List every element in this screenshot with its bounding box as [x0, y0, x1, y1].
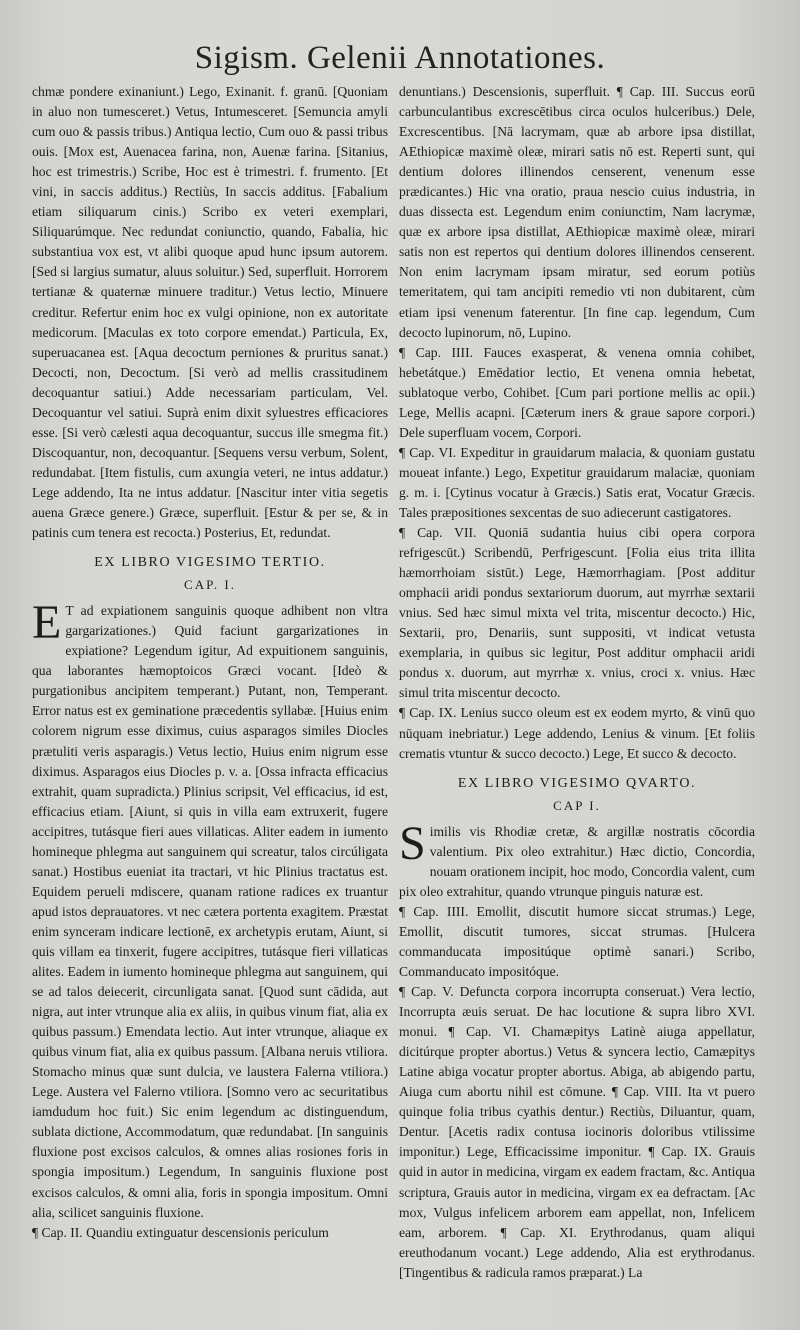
left-column — [32, 82, 388, 1243]
section-heading-book-24: EX LIBRO VIGESIMO QVARTO. — [457, 775, 697, 791]
right-paragraph-6 — [399, 816, 755, 902]
left-paragraph-1: chmæ pondere exinaniunt.) Lego, Exinanit. f. granū. [Quoniam in aluo non tumesceret.) Vetus, Intumesceret. [Semuncia amyli cum ouo & passis tribus.) Antiqua lectio, Cum ouo & passi tribus ouis. [Mox est, Auenacea farina, non, Auenæ farina. [Sitanius, hoc est trimestris.) Scribe, Hoc est è trimestri. f. frumento. [Et vini, in saccis additus.) Rectiùs, In saccis additus. [Fabalium etiam siliquarum cinis.) Scribo ex veteri exemplari, Siliquarúmque. Nec redundat coniunctio, quando, Fabalia, hic substantiua vox est, vt alibi quoque apud hunc ipsum autorem. [Sed si largius sumatur, aluus soluitur.) Sed, superfluit. Horrorem tertianæ & quaternæ minuere traditur.) Vetus lectio, Minuere creditur. Refertur enim hoc ex vulgi opinione, non ex autoritate medicorum. [Maculas ex toto corpore emendat.) Particula, Ex, superuacanea est. [Aqua decoctum perniones & pruritus sanat.) Decocti, non, Decoctum. [Si verò ad mellis crassitudinem decoquantur satiui.) Adde necessariam particulam, Vel. Decoquantur vel satiui. Suprà enim dixit syluestres efficaciores esse. [Si verò cælesti aqua decoquantur, succus ille smegma fit.) Discoquantur, non, decoquantur. [Sequens versu verbum, Solent, redundabat. [Item fistulis, cum axungia veteri, ne intus addatur.) Lege addendo, Ita ne intus addatur. [Nascitur inter vitia segetis auena Græce genere.) Græce, superfluit. [Estur & per se, & in patinis cum tenera est recocta.) Posterius, Et, redundat. — [32, 84, 388, 541]
drop-capital: E — [32, 596, 62, 650]
right-paragraph-8: ¶ Cap. V. Defuncta corpora incorrupta conseruat.) Vera lectio, Incorrupta æuis seruat. De hac locutione & supra libro XVI. monui. ¶ Cap. VI. Chamæpitys Latinè aiuga appellatur, dicitúrque propter abortus.) Vetus & syncera lectio, Camæpitys Latine abiga vocatur propter abortus. Abiga, ab abigendo partu, Aiuga cum abortu nihil est cōmune. ¶ Cap. VIII. Ita vt puero quinque folia tribus cyathis dentur.) Rectiùs, Diluantur, quam, Dentur. [Acetis radix contusa iocinoris doloribus vtilissime imponitur.) Lege, Efficacissime imponitur. ¶ Cap. IX. Grauis quid in autor in medicina, virgam ex eadem fractam, &c. Antiqua scriptura, Grauis autor in medicina, virgam ex ea defractam. [Ac mox, Vulgus infelicem arborem eam appellat, non, Infelicem eam, arborem. ¶ Cap. XI. Erythrodanus, quam aliqui ereuthodanum vocant.) Lege addendo, Alia est erythrodanus. [Tingentibus & radicula ramos præparat.) La — [399, 984, 755, 1280]
chapter-heading: CAP I. — [553, 797, 601, 813]
right-column — [399, 82, 755, 1283]
right-paragraph-2: ¶ Cap. IIII. Fauces exasperat, & venena omnia cohibet, hebetátque.) Emēdatior lectio, Et venena omnia hebetat, sublatoque verbo, Cohibet. [Cum pari portione mellis ac opii.) Lege, Mellis acapni. [Cæterum iners & graue sapore corpori.) Dele superfluam vocem, Corpori. — [399, 344, 755, 440]
left-paragraph-3: ¶ Cap. II. Quandiu extinguatur descensionis periculum — [32, 1224, 329, 1240]
right-paragraph-3: ¶ Cap. VI. Expeditur in grauidarum malacia, & quoniam gustatu moueat infante.) Lego, Expetitur grauidarum malaciæ, quoniam g. m. i. [Cytinus vocatur à Græcis.) Satis erat, Vocatur Græcis. Tales præpositiones sexcentas de suo adiecerunt castigatores. — [399, 444, 755, 520]
right-paragraph-5: ¶ Cap. IX. Lenius succo oleum est ex eodem myrto, & vinū quo nūquam inebriatur.) Lege addendo, Lenius & vinum. [Et foliis crematis vtuntur & succo decocto.) Lege, Et succo & decocto. — [399, 705, 755, 761]
left-paragraph-2 — [32, 596, 388, 1222]
right-paragraph-1: denuntians.) Descensionis, superfluit. ¶ Cap. III. Succus eorū carbunculantibus excrescētibus circa oculos hulceribus.) Dele, Excrescentibus. [Nā lacrymam, quæ ab arbore ipsa distillat, AEthiopicæ maximè oleæ, mirari satis nō est. Reperti sunt, qui dentium dolores illinendos censerent, venenum esse prædicantes.) Hic vna oratio, praua nescio cuius industria, in duas dissecta est. Legendum enim coniunctim, Nam lacrymæ, quæ ex arbore ipsa distillat, AEthiopicæ maximè oleæ, mirari satis non est repertos qui dentium dolores illinendos censerent. Non enim lacrymam ipsam miratur, sed eorum potiùs temeritatem, qui tam ancipiti remedio vti non dubitarent, cùm etiam ipsi venenum faterentur. [In fine cap. legendum, Cum decocto lupinorum, nō, Lupino. — [399, 84, 755, 340]
running-head: Sigism. Gelenii Annotationes. — [194, 40, 606, 76]
section-heading-book-23: EX LIBRO VIGESIMO TERTIO. — [94, 555, 326, 571]
right-paragraph-6-text: imilis vis Rhodiæ cretæ, & argillæ nostratis cōcordia valentium. Pix oleo extrahitur.) Hæc dictio, Concordia, nouam orationem incipit, hoc modo, Concordia valent, cum pix oleo extrahitur, quando vtrunque pinguis naturæ est. — [399, 823, 755, 899]
right-paragraph-4: ¶ Cap. VII. Quoniā sudantia huius cibi opera corpora refrigescūt.) Scribendū, Perfrigescunt. [Folia eius trita illita hæmorrhoiam sistūt.) Lege, Hæmorrhagiam. [Post additur omphacii aridi pondus sextariorum duorum, aut myrrhæ sextarii vnius. Sed hæc simul mixta vel trita, miscentur decocto.) Hic, Sextarii, pro, Denariis, sunt suppositi, vt indicat vetusta exemplaria, in quibus sic legitur, Post additur omphacii aridi pondus x. duorum, aut myrrhæ x. vnius, croci x. vnius. Hæc simul trita miscentur decocto. — [399, 525, 755, 701]
drop-capital: S — [399, 816, 426, 870]
left-paragraph-2-text: T ad expiationem sanguinis quoque adhibent non vltra gargarizationes.) Quid faciunt gargarizationes in expiatione? Legendum igitur, Ad expuitionem sanguinis, qua laborantes hæmoptoicos Græci vocant. [Ideò & purgationibus ancipitem temperant.) Putant, non, Temperant. Error natus est ex geminatione præcedentis syllabæ. [Huius enim colorem nigrum esse diximus, cuius asparagos similes Diocles prætuliti veris asparagis.) Vetus lectio, Huius enim nigrum esse diximus. Asparagos eius Diocles p. v. a. [Ossa infracta efficacius extrahit, quam supradicta.) Plinius scripsit, Vel efficacius, id est, efficacius etiam. [Aiunt, si quis in villa eam extruxerit, fugere accipitres, tutásque fieri aues villaticas. Aliter eadem in iumento homineque phlegma aut sanguinem qui screatur, talos circúligata sanat.) Hostibus eueniat ita tractari, vt hic Plinius tractatus est. Equidem perueli mdiscere, quanam ratione radices ex truantur apud istos deprauatores. vt nec cætera portenta exagitem. Præstat enim synceram indicare lectionē, ex archetypis erutam, Aiunt, si quis villam ea tinxerit, fugere accipitres, tutásque fieri villaticas alites. Eadem in iumento homineque phlegma aut sanguinem, qui se ad talos deiecerit, circunligata sanat. [Quod sunt cādida, aut nigra, aut inter vtrunque alia ex aliis, in quibus vinum fiat, alia ex quibus passum.) Emendata lectio. Aut inter vtrunque, aliaque ex quibus vinum fiat, alia ex quibus passum. [Albana neruis vtiliora. Stomacho minus quæ sunt dulcia, ve laustera Falerna vtiliora.) Lege. Austera vel Falerno vtiliora. [Somno vero ac securitatibus iamdudum hoc fuit.) Sic enim legendum ac distinguendum, sublata dictione, Accommodatum, quæ redundabat. [In sanguinis fluxione post excisos calculos, & omnes alias rosiones foris in spongia impositum.) Legendum, In sanguinis fluxione post excisos calculos, & omni alia, foris in spongia impositum. Omni alia, scilicet sanguinis fluxione. — [32, 603, 388, 1220]
chapter-heading: CAP. I. — [184, 577, 236, 593]
right-paragraph-7: ¶ Cap. IIII. Emollit, discutit humore siccat strumas.) Lege, Emollit, discutit tumores, siccat strumas. [Hulcera commanducata impositúque optimè sanari.) Scribo, Commanducato impositóque. — [399, 903, 755, 980]
